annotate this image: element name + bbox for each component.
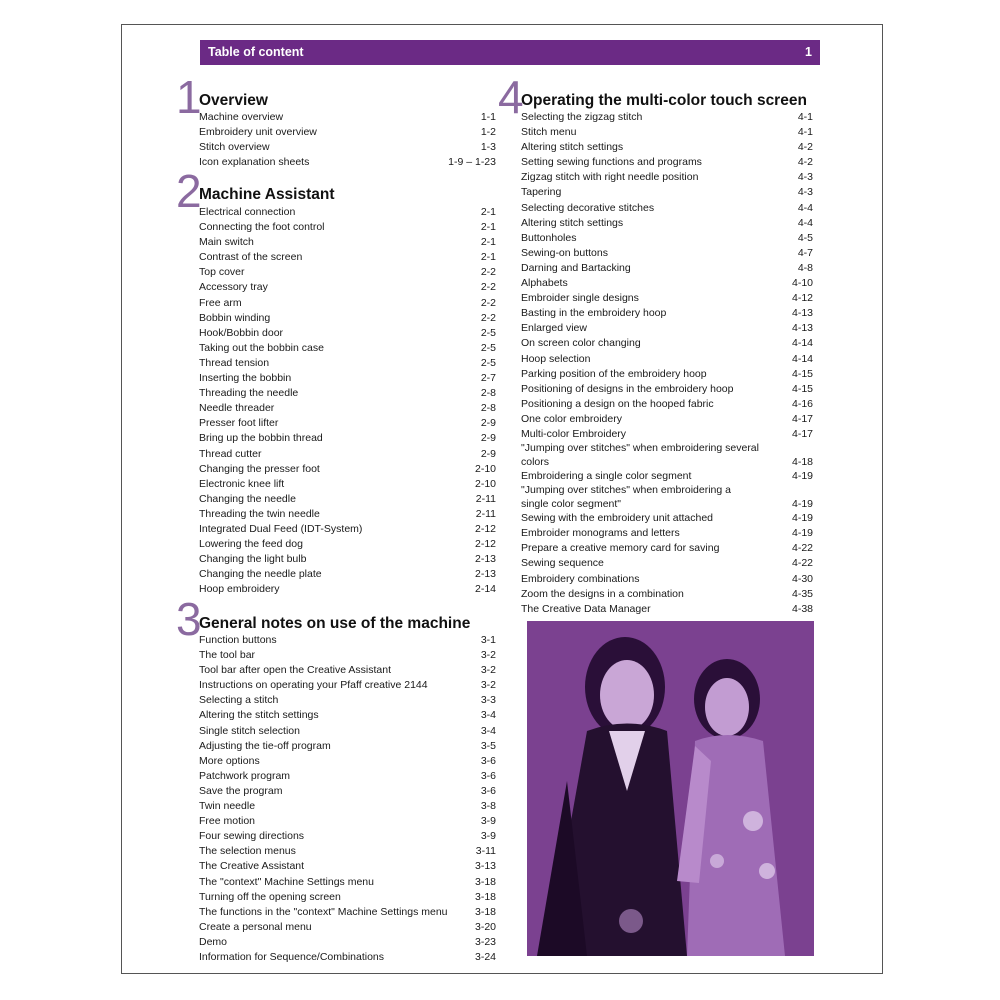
toc-entry-label: Hoop embroidery <box>199 583 280 596</box>
toc-entry-label: Hook/Bobbin door <box>199 326 284 339</box>
toc-entry-page: 4-2 <box>797 156 813 169</box>
toc-entry <box>199 950 496 965</box>
toc-entry-page: 4-22 <box>791 542 813 555</box>
toc-entry <box>199 356 496 371</box>
toc-entry-label: Changing the needle <box>199 492 296 505</box>
toc-entry-label: Embroider single designs <box>521 292 639 305</box>
toc-entry <box>199 492 496 507</box>
toc-entry-page: 3-6 <box>480 754 496 767</box>
section-number: 3 <box>176 593 202 645</box>
toc-entry <box>521 185 813 200</box>
toc-entry-page: 4-15 <box>791 382 813 395</box>
toc-entry <box>199 935 496 950</box>
toc-entry <box>199 110 496 125</box>
toc-entry-page: 2-7 <box>480 372 496 385</box>
toc-entry-page: 3-9 <box>480 815 496 828</box>
toc-entry <box>521 427 813 442</box>
toc-entry-page: 4-7 <box>797 246 813 259</box>
toc-entry <box>199 552 496 567</box>
toc-entry-label: Selecting a stitch <box>199 694 279 707</box>
toc-entry-page: 3-3 <box>480 694 496 707</box>
toc-entry-label: Darning and Bartacking <box>521 261 631 274</box>
toc-entry-page: 2-9 <box>480 417 496 430</box>
toc-entry-page: 4-16 <box>791 397 813 410</box>
toc-entry <box>521 276 813 291</box>
toc-entry <box>521 336 813 351</box>
toc-entry-label: Twin needle <box>199 800 256 813</box>
toc-entry-label: Patchwork program <box>199 769 291 782</box>
toc-entry <box>521 484 813 511</box>
toc-entry-page: 4-8 <box>797 261 813 274</box>
toc-entry-label: Demo <box>199 935 228 948</box>
toc-entry-page: 2-8 <box>480 387 496 400</box>
toc-entry-page: 3-13 <box>474 860 496 873</box>
toc-entry-label: Embroidery unit overview <box>199 126 317 139</box>
toc-entry-page: 4-15 <box>791 367 813 380</box>
toc-entry <box>199 784 496 799</box>
toc-entry-label: Contrast of the screen <box>199 251 303 264</box>
toc-entry-page: 4-14 <box>791 352 813 365</box>
header-bar <box>200 40 820 65</box>
toc-entry-label: "Jumping over stitches" when embroidering a single color segment" <box>521 484 731 510</box>
toc-entry-label: Changing the needle plate <box>199 568 322 581</box>
toc-entry-label: Embroidering a single color segment <box>521 470 692 483</box>
toc-entry-page: 3-2 <box>480 664 496 677</box>
entry-list <box>199 110 496 170</box>
toc-entry <box>521 231 813 246</box>
toc-entry <box>199 431 496 446</box>
toc-entry <box>199 280 496 295</box>
toc-entry <box>199 155 496 170</box>
toc-entry <box>199 920 496 935</box>
toc-entry-label: On screen color changing <box>521 337 641 350</box>
toc-entry <box>521 170 813 185</box>
section-title: Overview <box>199 92 268 109</box>
entry-list <box>199 633 496 965</box>
toc-entry-label: Basting in the embroidery hoop <box>521 307 667 320</box>
toc-entry-page: 3-6 <box>480 784 496 797</box>
toc-entry-label: Single stitch selection <box>199 724 300 737</box>
toc-entry <box>521 412 813 427</box>
toc-entry <box>199 447 496 462</box>
toc-entry-page: 1-9 – 1-23 <box>448 156 496 169</box>
toc-entry <box>199 844 496 859</box>
toc-entry-page: 2-11 <box>475 507 496 520</box>
toc-entry <box>199 507 496 522</box>
toc-entry <box>521 140 813 155</box>
toc-entry-page: 1-1 <box>480 111 496 123</box>
toc-entry-page: 4-35 <box>791 587 813 600</box>
toc-entry <box>199 678 496 693</box>
toc-entry-page: 4-3 <box>797 186 813 199</box>
toc-entry-label: Threading the needle <box>199 387 299 400</box>
toc-entry <box>199 386 496 401</box>
toc-entry-page: 4-19 <box>791 527 813 540</box>
toc-entry <box>199 739 496 754</box>
toc-entry <box>199 905 496 920</box>
toc-entry <box>199 769 496 784</box>
toc-entry-page: 4-13 <box>791 307 813 320</box>
toc-entry-label: Changing the presser foot <box>199 462 320 475</box>
toc-entry-label: Hoop selection <box>521 352 591 365</box>
toc-entry <box>199 401 496 416</box>
toc-entry <box>199 582 496 597</box>
toc-entry-page: 4-2 <box>797 141 813 154</box>
toc-entry <box>199 220 496 235</box>
toc-entry-label: Accessory tray <box>199 281 268 294</box>
toc-entry-page: 2-5 <box>480 341 496 354</box>
toc-entry <box>521 541 813 556</box>
toc-entry-label: Tool bar after open the Creative Assistant <box>199 664 392 677</box>
toc-entry-page: 2-10 <box>474 462 496 475</box>
toc-entry <box>199 890 496 905</box>
toc-entry-page: 4-12 <box>791 292 813 305</box>
toc-entry-label: Sewing-on buttons <box>521 246 608 259</box>
toc-entry <box>521 556 813 571</box>
toc-entry <box>199 567 496 582</box>
toc-entry <box>199 708 496 723</box>
toc-entry <box>199 875 496 890</box>
toc-entry-page: 2-13 <box>474 553 496 566</box>
toc-entry-label: Enlarged view <box>521 322 587 335</box>
toc-entry-page: 2-9 <box>480 447 496 460</box>
models-photo-illustration <box>527 621 814 956</box>
toc-entry-label: Embroidery combinations <box>521 572 640 585</box>
toc-entry-page: 4-38 <box>791 602 813 615</box>
toc-entry-label: Thread tension <box>199 356 270 369</box>
toc-entry-label: Positioning of designs in the embroidery hoop <box>521 382 734 395</box>
toc-entry <box>199 326 496 341</box>
toc-entry <box>199 341 496 356</box>
toc-entry-label: The functions in the "context" Machine Settings menu <box>199 905 448 918</box>
toc-entry-label: Selecting the zigzag stitch <box>521 111 643 123</box>
toc-entry-page: 3-18 <box>474 905 496 918</box>
toc-entry-label: Icon explanation sheets <box>199 156 310 169</box>
toc-entry-label: Alphabets <box>521 277 568 290</box>
toc-entry-page: 2-2 <box>480 311 496 324</box>
toc-entry-label: Embroider monograms and letters <box>521 527 680 540</box>
toc-entry-label: Thread cutter <box>199 447 262 460</box>
section-number: 1 <box>176 71 202 123</box>
toc-entry-page: 3-18 <box>474 890 496 903</box>
toc-entry <box>521 352 813 367</box>
toc-entry-label: The Creative Assistant <box>199 860 305 873</box>
toc-entry <box>521 321 813 336</box>
toc-entry-page: 2-14 <box>474 583 496 596</box>
header-title: Table of content <box>208 45 304 59</box>
toc-entry <box>199 648 496 663</box>
toc-entry-label: Inserting the bobbin <box>199 372 292 385</box>
toc-entry-page: 4-3 <box>797 171 813 184</box>
toc-entry <box>199 140 496 155</box>
toc-entry-label: Information for Sequence/Combinations <box>199 950 385 963</box>
toc-entry <box>521 469 813 484</box>
toc-entry-label: Taking out the bobbin case <box>199 341 324 354</box>
toc-entry-page: 4-5 <box>797 231 813 244</box>
toc-entry <box>521 511 813 526</box>
toc-entry-page: 3-20 <box>474 920 496 933</box>
toc-entry-label: Tapering <box>521 186 562 199</box>
toc-entry-label: Sewing sequence <box>521 557 604 570</box>
toc-entry-label: Setting sewing functions and programs <box>521 156 702 169</box>
section-title: Machine Assistant <box>199 186 335 203</box>
toc-entry-label: "Jumping over stitches" when embroidering several colors <box>521 442 759 468</box>
toc-entry <box>521 110 813 125</box>
toc-entry <box>521 397 813 412</box>
toc-entry-label: Altering stitch settings <box>521 141 624 154</box>
toc-entry <box>199 250 496 265</box>
toc-entry-label: Selecting decorative stitches <box>521 201 655 214</box>
toc-entry <box>199 296 496 311</box>
toc-entry-page: 2-1 <box>480 236 496 249</box>
toc-entry-page: 1-2 <box>480 126 496 139</box>
toc-entry-page: 4-22 <box>791 557 813 570</box>
toc-entry <box>521 216 813 231</box>
toc-entry-label: Sewing with the embroidery unit attached <box>521 512 714 525</box>
section-title: Operating the multi-color touch screen <box>521 92 807 109</box>
toc-entry-label: Bring up the bobbin thread <box>199 432 323 445</box>
toc-entry-label: Turning off the opening screen <box>199 890 341 903</box>
toc-entry-label: More options <box>199 754 260 767</box>
toc-entry-page: 2-8 <box>480 402 496 415</box>
toc-entry-label: Prepare a creative memory card for saving <box>521 542 720 555</box>
toc-entry <box>199 205 496 220</box>
toc-entry-label: Buttonholes <box>521 231 577 244</box>
toc-entry-label: The Creative Data Manager <box>521 602 651 615</box>
toc-entry <box>521 442 813 469</box>
toc-entry-page: 2-12 <box>474 522 496 535</box>
toc-entry-label: The "context" Machine Settings menu <box>199 875 374 888</box>
toc-entry-label: Adjusting the tie-off program <box>199 739 331 752</box>
toc-entry-page: 2-12 <box>474 538 496 551</box>
toc-entry-page: 4-19 <box>791 497 813 510</box>
toc-entry-page: 4-4 <box>797 201 813 214</box>
toc-entry <box>199 663 496 678</box>
toc-entry-page: 4-4 <box>797 216 813 229</box>
toc-entry-label: Zigzag stitch with right needle position <box>521 171 699 184</box>
toc-entry-label: Connecting the foot control <box>199 221 325 234</box>
toc-entry <box>199 829 496 844</box>
toc-entry-label: Create a personal menu <box>199 920 312 933</box>
toc-entry <box>199 416 496 431</box>
toc-entry-page: 3-6 <box>480 769 496 782</box>
toc-entry <box>521 291 813 306</box>
toc-entry <box>199 311 496 326</box>
toc-entry <box>199 859 496 874</box>
toc-entry-label: Multi-color Embroidery <box>521 427 627 440</box>
header-page-number: 1 <box>805 45 812 59</box>
toc-entry-page: 3-4 <box>480 724 496 737</box>
toc-entry <box>521 526 813 541</box>
toc-entry-page: 2-2 <box>480 266 496 279</box>
toc-entry <box>521 572 813 587</box>
toc-entry-label: Positioning a design on the hooped fabric <box>521 397 714 410</box>
toc-entry-page: 4-18 <box>791 455 813 468</box>
toc-entry-label: Altering stitch settings <box>521 216 624 229</box>
toc-entry <box>199 799 496 814</box>
section-title: General notes on use of the machine <box>199 615 471 632</box>
toc-entry <box>521 306 813 321</box>
toc-entry-label: Zoom the designs in a combination <box>521 587 684 600</box>
toc-entry-page: 3-8 <box>480 800 496 813</box>
toc-entry-page: 4-1 <box>797 126 813 139</box>
toc-entry-page: 4-17 <box>791 427 813 440</box>
toc-entry-label: The selection menus <box>199 845 296 858</box>
toc-entry-page: 2-2 <box>480 296 496 309</box>
toc-entry <box>521 382 813 397</box>
toc-entry-page: 3-23 <box>474 935 496 948</box>
toc-entry-label: Top cover <box>199 266 245 279</box>
toc-entry-page: 4-17 <box>791 412 813 425</box>
toc-entry-label: Stitch overview <box>199 141 270 154</box>
toc-entry-page: 4-19 <box>791 470 813 483</box>
toc-entry <box>521 602 813 617</box>
entry-list <box>199 205 496 597</box>
toc-entry-label: Save the program <box>199 784 283 797</box>
toc-entry-page: 2-1 <box>480 206 496 218</box>
toc-entry-label: Electrical connection <box>199 206 296 218</box>
toc-entry-label: One color embroidery <box>521 412 622 425</box>
toc-entry-label: Electronic knee lift <box>199 477 285 490</box>
toc-entry <box>199 371 496 386</box>
toc-entry-page: 4-1 <box>797 111 813 123</box>
toc-entry-page: 2-13 <box>474 568 496 581</box>
toc-entry-label: Bobbin winding <box>199 311 271 324</box>
toc-entry <box>199 814 496 829</box>
toc-entry-page: 4-14 <box>791 337 813 350</box>
toc-entry <box>521 246 813 261</box>
toc-entry-page: 3-2 <box>480 679 496 692</box>
toc-entry-label: Needle threader <box>199 402 275 415</box>
toc-entry <box>521 587 813 602</box>
toc-entry-label: Presser foot lifter <box>199 417 279 430</box>
toc-entry-page: 2-9 <box>480 432 496 445</box>
toc-entry <box>521 125 813 140</box>
section-number: 2 <box>176 165 202 217</box>
models-photo <box>527 621 814 956</box>
toc-entry-label: Parking position of the embroidery hoop <box>521 367 707 380</box>
toc-entry-label: Stitch menu <box>521 126 577 139</box>
toc-entry-page: 2-11 <box>475 492 496 505</box>
toc-entry-label: Instructions on operating your Pfaff creative 2144 <box>199 679 428 692</box>
toc-entry-label: Free motion <box>199 815 256 828</box>
toc-entry-label: The tool bar <box>199 649 256 662</box>
toc-entry-label: Changing the light bulb <box>199 553 307 566</box>
entry-list <box>521 110 813 617</box>
section-number: 4 <box>498 71 524 123</box>
toc-entry-page: 4-10 <box>791 277 813 290</box>
toc-entry-page: 4-19 <box>791 512 813 525</box>
toc-entry-page: 3-11 <box>475 845 496 858</box>
toc-entry <box>199 537 496 552</box>
toc-entry-label: Function buttons <box>199 634 277 646</box>
toc-entry-label: Threading the twin needle <box>199 507 320 520</box>
toc-entry-page: 1-3 <box>480 141 496 154</box>
toc-entry <box>521 201 813 216</box>
toc-entry <box>199 724 496 739</box>
toc-entry <box>199 693 496 708</box>
toc-entry-page: 2-1 <box>480 221 496 234</box>
toc-entry-page: 3-2 <box>480 649 496 662</box>
toc-entry-label: Altering the stitch settings <box>199 709 319 722</box>
toc-entry-label: Machine overview <box>199 111 284 123</box>
toc-entry <box>199 125 496 140</box>
toc-entry-page: 2-5 <box>480 356 496 369</box>
toc-entry <box>199 754 496 769</box>
toc-entry-page: 2-5 <box>480 326 496 339</box>
toc-entry <box>199 235 496 250</box>
toc-entry <box>199 477 496 492</box>
toc-entry <box>199 522 496 537</box>
toc-entry <box>199 265 496 280</box>
toc-entry <box>521 261 813 276</box>
toc-entry <box>521 155 813 170</box>
toc-entry-page: 3-5 <box>480 739 496 752</box>
toc-entry-page: 4-13 <box>791 322 813 335</box>
toc-entry-page: 3-18 <box>474 875 496 888</box>
toc-entry-label: Free arm <box>199 296 242 309</box>
toc-entry-page: 4-30 <box>791 572 813 585</box>
toc-entry-label: Integrated Dual Feed (IDT-System) <box>199 522 363 535</box>
toc-entry-page: 3-1 <box>480 634 496 646</box>
toc-entry-page: 2-10 <box>474 477 496 490</box>
toc-entry <box>521 367 813 382</box>
toc-entry-label: Lowering the feed dog <box>199 538 303 551</box>
toc-entry <box>199 633 496 648</box>
toc-entry <box>199 462 496 477</box>
toc-entry-page: 3-4 <box>480 709 496 722</box>
toc-entry-page: 3-9 <box>480 830 496 843</box>
toc-entry-label: Main switch <box>199 236 254 249</box>
toc-entry-page: 3-24 <box>474 950 496 963</box>
toc-entry-page: 2-1 <box>480 251 496 264</box>
toc-entry-page: 2-2 <box>480 281 496 294</box>
toc-entry-label: Four sewing directions <box>199 830 305 843</box>
